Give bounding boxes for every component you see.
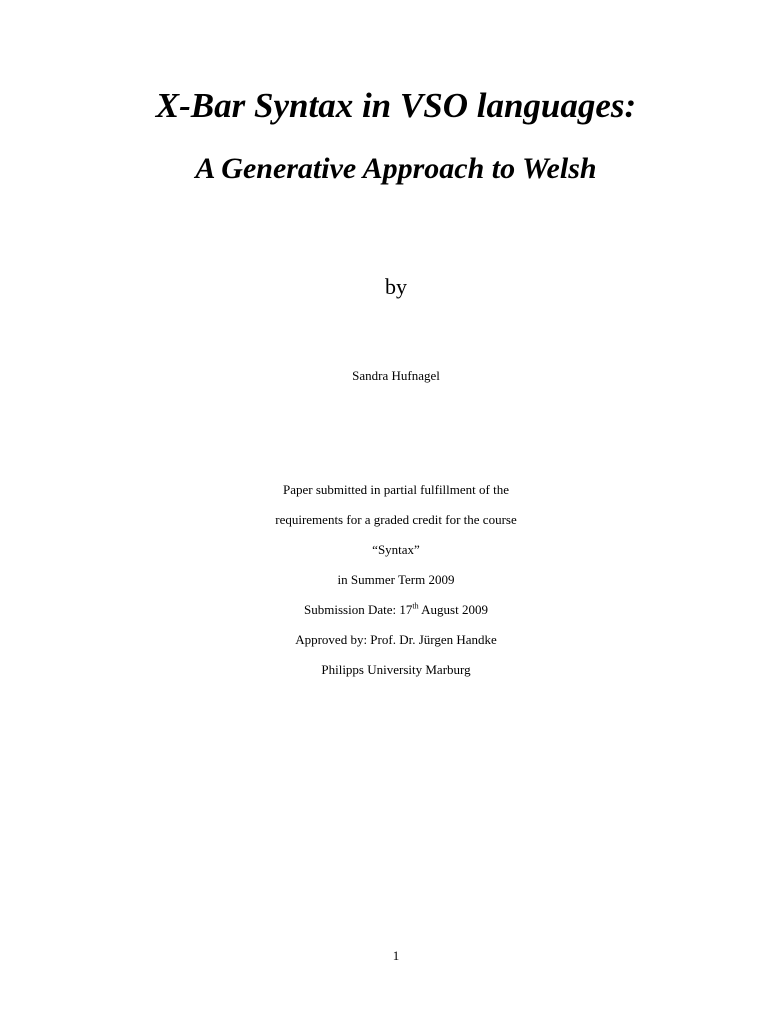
submission-date-prefix: Submission Date: 17 xyxy=(304,602,413,617)
submission-note-line-2: requirements for a graded credit for the course xyxy=(275,512,517,527)
document-title: X-Bar Syntax in VSO languages: xyxy=(155,86,637,125)
course-name: “Syntax” xyxy=(372,542,420,557)
author-name: Sandra Hufnagel xyxy=(352,368,440,383)
submission-date-ordinal: th xyxy=(412,601,419,611)
submission-date xyxy=(12,600,768,620)
approved-by: Approved by: Prof. Dr. Jürgen Handke xyxy=(295,632,497,647)
document-subtitle: A Generative Approach to Welsh xyxy=(195,152,597,185)
page-number: 1 xyxy=(392,948,400,963)
submission-note-line-1: Paper submitted in partial fulfillment of the xyxy=(282,482,509,497)
submission-date-suffix: August 2009 xyxy=(418,602,488,617)
by-label: by xyxy=(385,274,407,299)
term: in Summer Term 2009 xyxy=(337,572,455,587)
university: Philipps University Marburg xyxy=(321,662,471,677)
